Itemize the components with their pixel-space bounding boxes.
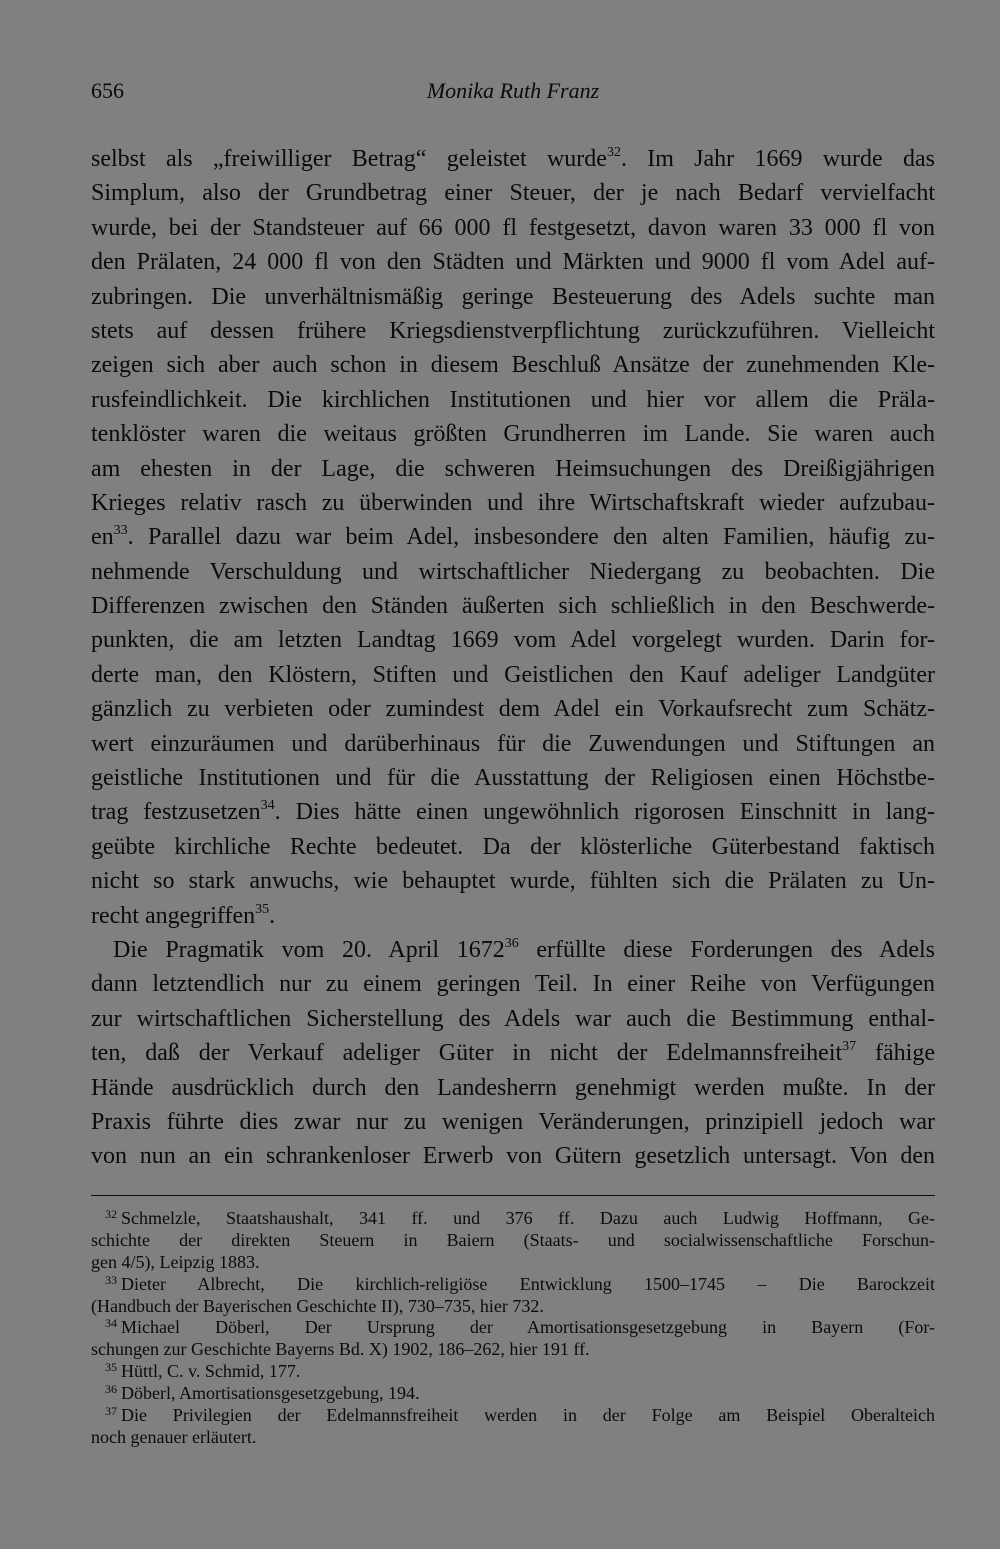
footnote-text: Die Privilegien der Edelmannsfreiheit werden in der Folge am Beispiel Oberalteich xyxy=(121,1405,935,1426)
footnote-line xyxy=(91,1383,935,1405)
footnote-text: schichte der direkten Steuern in Baiern (Staats- und socialwissenschaftliche Forschun- xyxy=(91,1229,935,1250)
text-line xyxy=(91,761,935,795)
body-text xyxy=(91,142,935,1174)
text-line xyxy=(91,864,935,898)
line-text-continued: erfüllte diese Forderungen des Adels xyxy=(518,936,935,963)
footnote-number: 34 xyxy=(105,1317,117,1331)
footnote-text: noch genauer erläutert. xyxy=(91,1426,257,1447)
line-text: stets auf dessen frühere Kriegsdienstverpflichtung zurückzuführen. Vielleicht xyxy=(91,317,935,344)
line-text: Krieges relativ rasch zu überwinden und ihre Wirtschaftskraft wieder aufzubau- xyxy=(91,489,935,516)
running-title: Monika Ruth Franz xyxy=(426,78,600,103)
line-text: geübte kirchliche Rechte bedeutet. Da der klösterliche Güterbestand faktisch xyxy=(91,833,935,860)
footnote-number: 32 xyxy=(105,1208,117,1221)
line-text: Praxis führte dies zwar nur zu wenigen Veränderungen, prinzipiell jedoch war xyxy=(91,1108,935,1135)
text-line xyxy=(91,967,935,1001)
footnote-ref: 37 xyxy=(842,1039,857,1055)
text-line xyxy=(91,452,935,486)
line-text: ten, daß der Verkauf adeliger Güter in nicht der Edelmannsfreiheit xyxy=(91,1040,843,1067)
line-text: Simplum, also der Grundbetrag einer Steuer, der je nach Bedarf vervielfacht xyxy=(91,180,935,207)
footnote-ref: 32 xyxy=(606,145,621,160)
line-text: Differenzen zwischen den Ständen äußerten sich schließlich in den Beschwerde- xyxy=(91,593,935,620)
text-line xyxy=(91,795,935,829)
text-line xyxy=(91,280,935,314)
line-text: geistliche Institutionen und für die Ausstattung der Religiosen einen Höchstbe- xyxy=(91,765,935,792)
line-text: dann letztendlich nur zu einem geringen Teil. In einer Reihe von Verfügungen xyxy=(91,971,935,998)
text-line xyxy=(91,1002,935,1036)
line-text: recht angegriffen xyxy=(91,902,256,929)
line-text: zeigen sich aber auch schon in diesem Beschluß Ansätze der zunehmenden Kle- xyxy=(91,352,935,379)
line-text: tenklöster waren die weitaus größten Grundherren im Lande. Sie waren auch xyxy=(91,421,935,448)
footnote-ref: 35 xyxy=(255,901,270,917)
line-text: am ehesten in der Lage, die schweren Heimsuchungen des Dreißigjährigen xyxy=(91,455,935,482)
footnote-line xyxy=(91,1230,935,1252)
line-text-continued: . Dies hätte einen ungewöhnlich rigorosen Einschnitt in lang- xyxy=(274,799,935,826)
line-text: wurde, bei der Standsteuer auf 66 000 fl festgesetzt, davon waren 33 000 fl von xyxy=(91,214,935,241)
text-line xyxy=(91,417,935,451)
text-line xyxy=(91,555,935,589)
footnote-ref: 33 xyxy=(113,523,128,539)
footnote-text: schungen zur Geschichte Bayerns Bd. X) 1902, 186–262, hier 191 ff. xyxy=(91,1339,590,1360)
text-line xyxy=(91,692,935,726)
line-text: zubringen. Die unverhältnismäßig geringe Besteuerung des Adels suchte man xyxy=(91,283,935,310)
text-line xyxy=(91,245,935,279)
text-line xyxy=(91,623,935,657)
text-line xyxy=(91,314,935,348)
text-line xyxy=(91,658,935,692)
line-text: wert einzuräumen und darüberhinaus für die Zuwendungen und Stiftungen an xyxy=(91,730,935,757)
footnote-number: 36 xyxy=(105,1383,117,1397)
footnote-text: (Handbuch der Bayerischen Geschichte II), 730–735, hier 732. xyxy=(91,1295,544,1316)
footnote-text: Döberl, Amortisationsgesetzgebung, 194. xyxy=(121,1383,420,1404)
text-line xyxy=(91,176,935,210)
text-line xyxy=(91,899,935,933)
footnote-line xyxy=(91,1252,935,1274)
text-line xyxy=(91,211,935,245)
line-text: punkten, die am letzten Landtag 1669 vom Adel vorgelegt wurden. Darin for- xyxy=(91,627,935,654)
line-text: nicht so stark anwuchs, wie behauptet wurde, fühlten sich die Prälaten zu Un- xyxy=(91,868,935,895)
text-line xyxy=(91,1139,935,1173)
text-line xyxy=(91,520,935,554)
footnote-text: Dieter Albrecht, Die kirchlich-religiöse Entwicklung 1500–1745 – Die Barockzeit xyxy=(121,1273,935,1294)
footnote-ref: 34 xyxy=(260,798,275,814)
text-line xyxy=(91,1105,935,1139)
footnote-text: Hüttl, C. v. Schmid, 177. xyxy=(121,1361,301,1382)
text-line xyxy=(91,348,935,382)
line-text: derte man, den Klöstern, Stiften und Geistlichen den Kauf adeliger Landgüter xyxy=(91,661,935,688)
line-text: von nun an ein schrankenloser Erwerb von Gütern gesetzlich untersagt. Von den xyxy=(91,1143,935,1170)
line-text-continued: . Im Jahr 1669 wurde das xyxy=(620,146,935,172)
line-text: den Prälaten, 24 000 fl von den Städten und Märkten und 9000 fl vom Adel auf- xyxy=(91,249,935,276)
footnote-line xyxy=(91,1296,935,1318)
text-line xyxy=(91,589,935,623)
footnote-line xyxy=(91,1208,935,1230)
footnote-separator xyxy=(91,1195,935,1196)
text-line xyxy=(91,933,935,967)
text-line xyxy=(91,830,935,864)
line-text: nehmende Verschuldung und wirtschaftlicher Niedergang zu beobachten. Die xyxy=(91,558,935,585)
line-text-continued: . xyxy=(269,902,276,929)
line-text: Hände ausdrücklich durch den Landesherrn genehmigt werden mußte. In der xyxy=(91,1074,935,1101)
footnote-line xyxy=(91,1339,935,1361)
line-text: gänzlich zu verbieten oder zumindest dem Adel ein Vorkaufsrecht zum Schätz- xyxy=(91,696,935,723)
footnote-number: 37 xyxy=(105,1405,117,1419)
text-line xyxy=(91,486,935,520)
footnote-line xyxy=(91,1405,935,1427)
footnotes xyxy=(91,1208,935,1449)
running-head xyxy=(91,78,935,112)
footnote-line xyxy=(91,1317,935,1339)
line-text: zur wirtschaftlichen Sicherstellung des Adels war auch die Bestimmung enthal- xyxy=(91,1005,935,1032)
footnote-line xyxy=(91,1361,935,1383)
line-text: en xyxy=(91,524,114,551)
text-line xyxy=(91,1036,935,1070)
text-line xyxy=(91,727,935,761)
line-text-continued: . Parallel dazu war beim Adel, insbesondere den alten Familien, häufig zu- xyxy=(127,524,935,551)
line-text: Die Pragmatik vom 20. April 1672 xyxy=(113,936,505,963)
text-line xyxy=(91,1071,935,1105)
footnote-ref: 36 xyxy=(504,935,519,951)
page-number: 656 xyxy=(91,78,124,103)
footnote-text: gen 4/5), Leipzig 1883. xyxy=(91,1251,260,1272)
line-text: selbst als „freiwilliger Betrag“ geleistet wurde xyxy=(91,146,607,172)
text-line xyxy=(91,142,935,176)
line-text: rusfeindlichkeit. Die kirchlichen Institutionen und hier vor allem die Präla- xyxy=(91,386,935,413)
line-text-continued: fähige xyxy=(856,1040,935,1067)
footnote-number: 35 xyxy=(105,1361,117,1375)
footnote-number: 33 xyxy=(105,1273,117,1287)
footnote-line xyxy=(91,1427,935,1449)
footnote-text: Michael Döberl, Der Ursprung der Amortisationsgesetzgebung in Bayern (For- xyxy=(121,1317,935,1338)
footnote-line xyxy=(91,1274,935,1296)
footnote-text: Schmelzle, Staatshaushalt, 341 ff. und 376 ff. Dazu auch Ludwig Hoffmann, Ge- xyxy=(121,1208,935,1228)
line-text: trag festzusetzen xyxy=(91,799,261,826)
text-line xyxy=(91,383,935,417)
